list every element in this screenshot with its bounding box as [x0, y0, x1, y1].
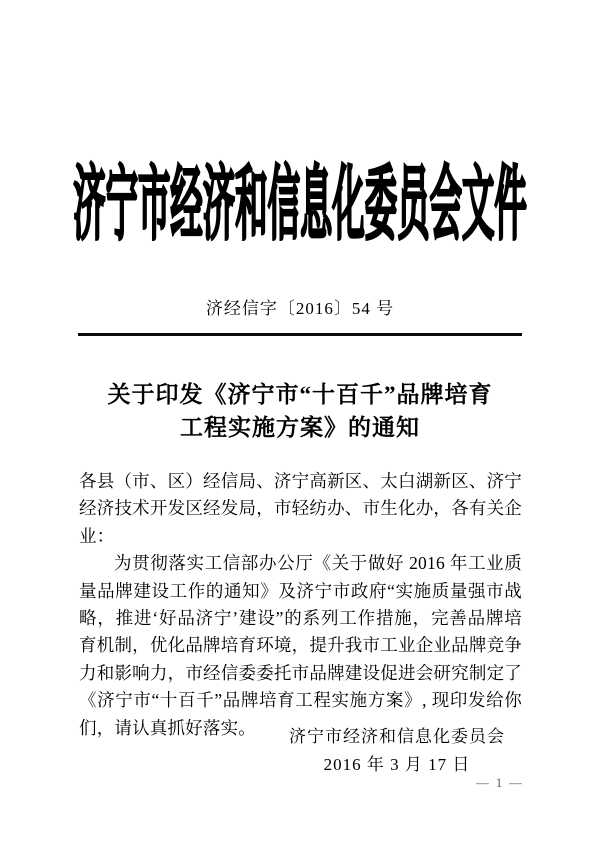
notice-title-line1: 关于印发《济宁市“十百千”品牌培育 — [107, 382, 493, 407]
signature-block — [289, 723, 505, 779]
doc-reference-number: 济经信字〔2016〕54 号 — [205, 299, 395, 318]
letterhead-banner — [0, 156, 600, 250]
issue-date: 2016 年 3 月 17 日 — [323, 755, 471, 774]
notice-title — [0, 378, 600, 444]
letterhead-title: 济宁市经济和信息化委员会文件 — [73, 159, 527, 250]
main-paragraph: 为贯彻落实工信部办公厅《关于做好 2016 年工业质量品牌建设工作的通知》及济宁市政府“实施质量强市战略，推进‘好品济宁’建设”的系列工作措施，完善品牌培育机制，优化品牌培育环境，提升我市工业企业品牌竞争力和影响力，市经信委委托市品牌建设促进会研究制定了《济宁市“十百千”品牌培育工程实施方案》, 现印发给你们，请认真抓好落实。 — [79, 553, 522, 738]
header-divider-line — [78, 333, 522, 336]
recipients-paragraph: 各县（市、区）经信局、济宁高新区、太白湖新区、济宁经济技术开发区经发局，市轻纺办、市生化办，各有关企业： — [79, 471, 522, 546]
page-number: — 1 — — [476, 776, 524, 790]
notice-title-line2: 工程实施方案》的通知 — [180, 415, 420, 440]
issuing-authority: 济宁市经济和信息化委员会 — [289, 727, 505, 746]
document-body — [79, 468, 522, 742]
